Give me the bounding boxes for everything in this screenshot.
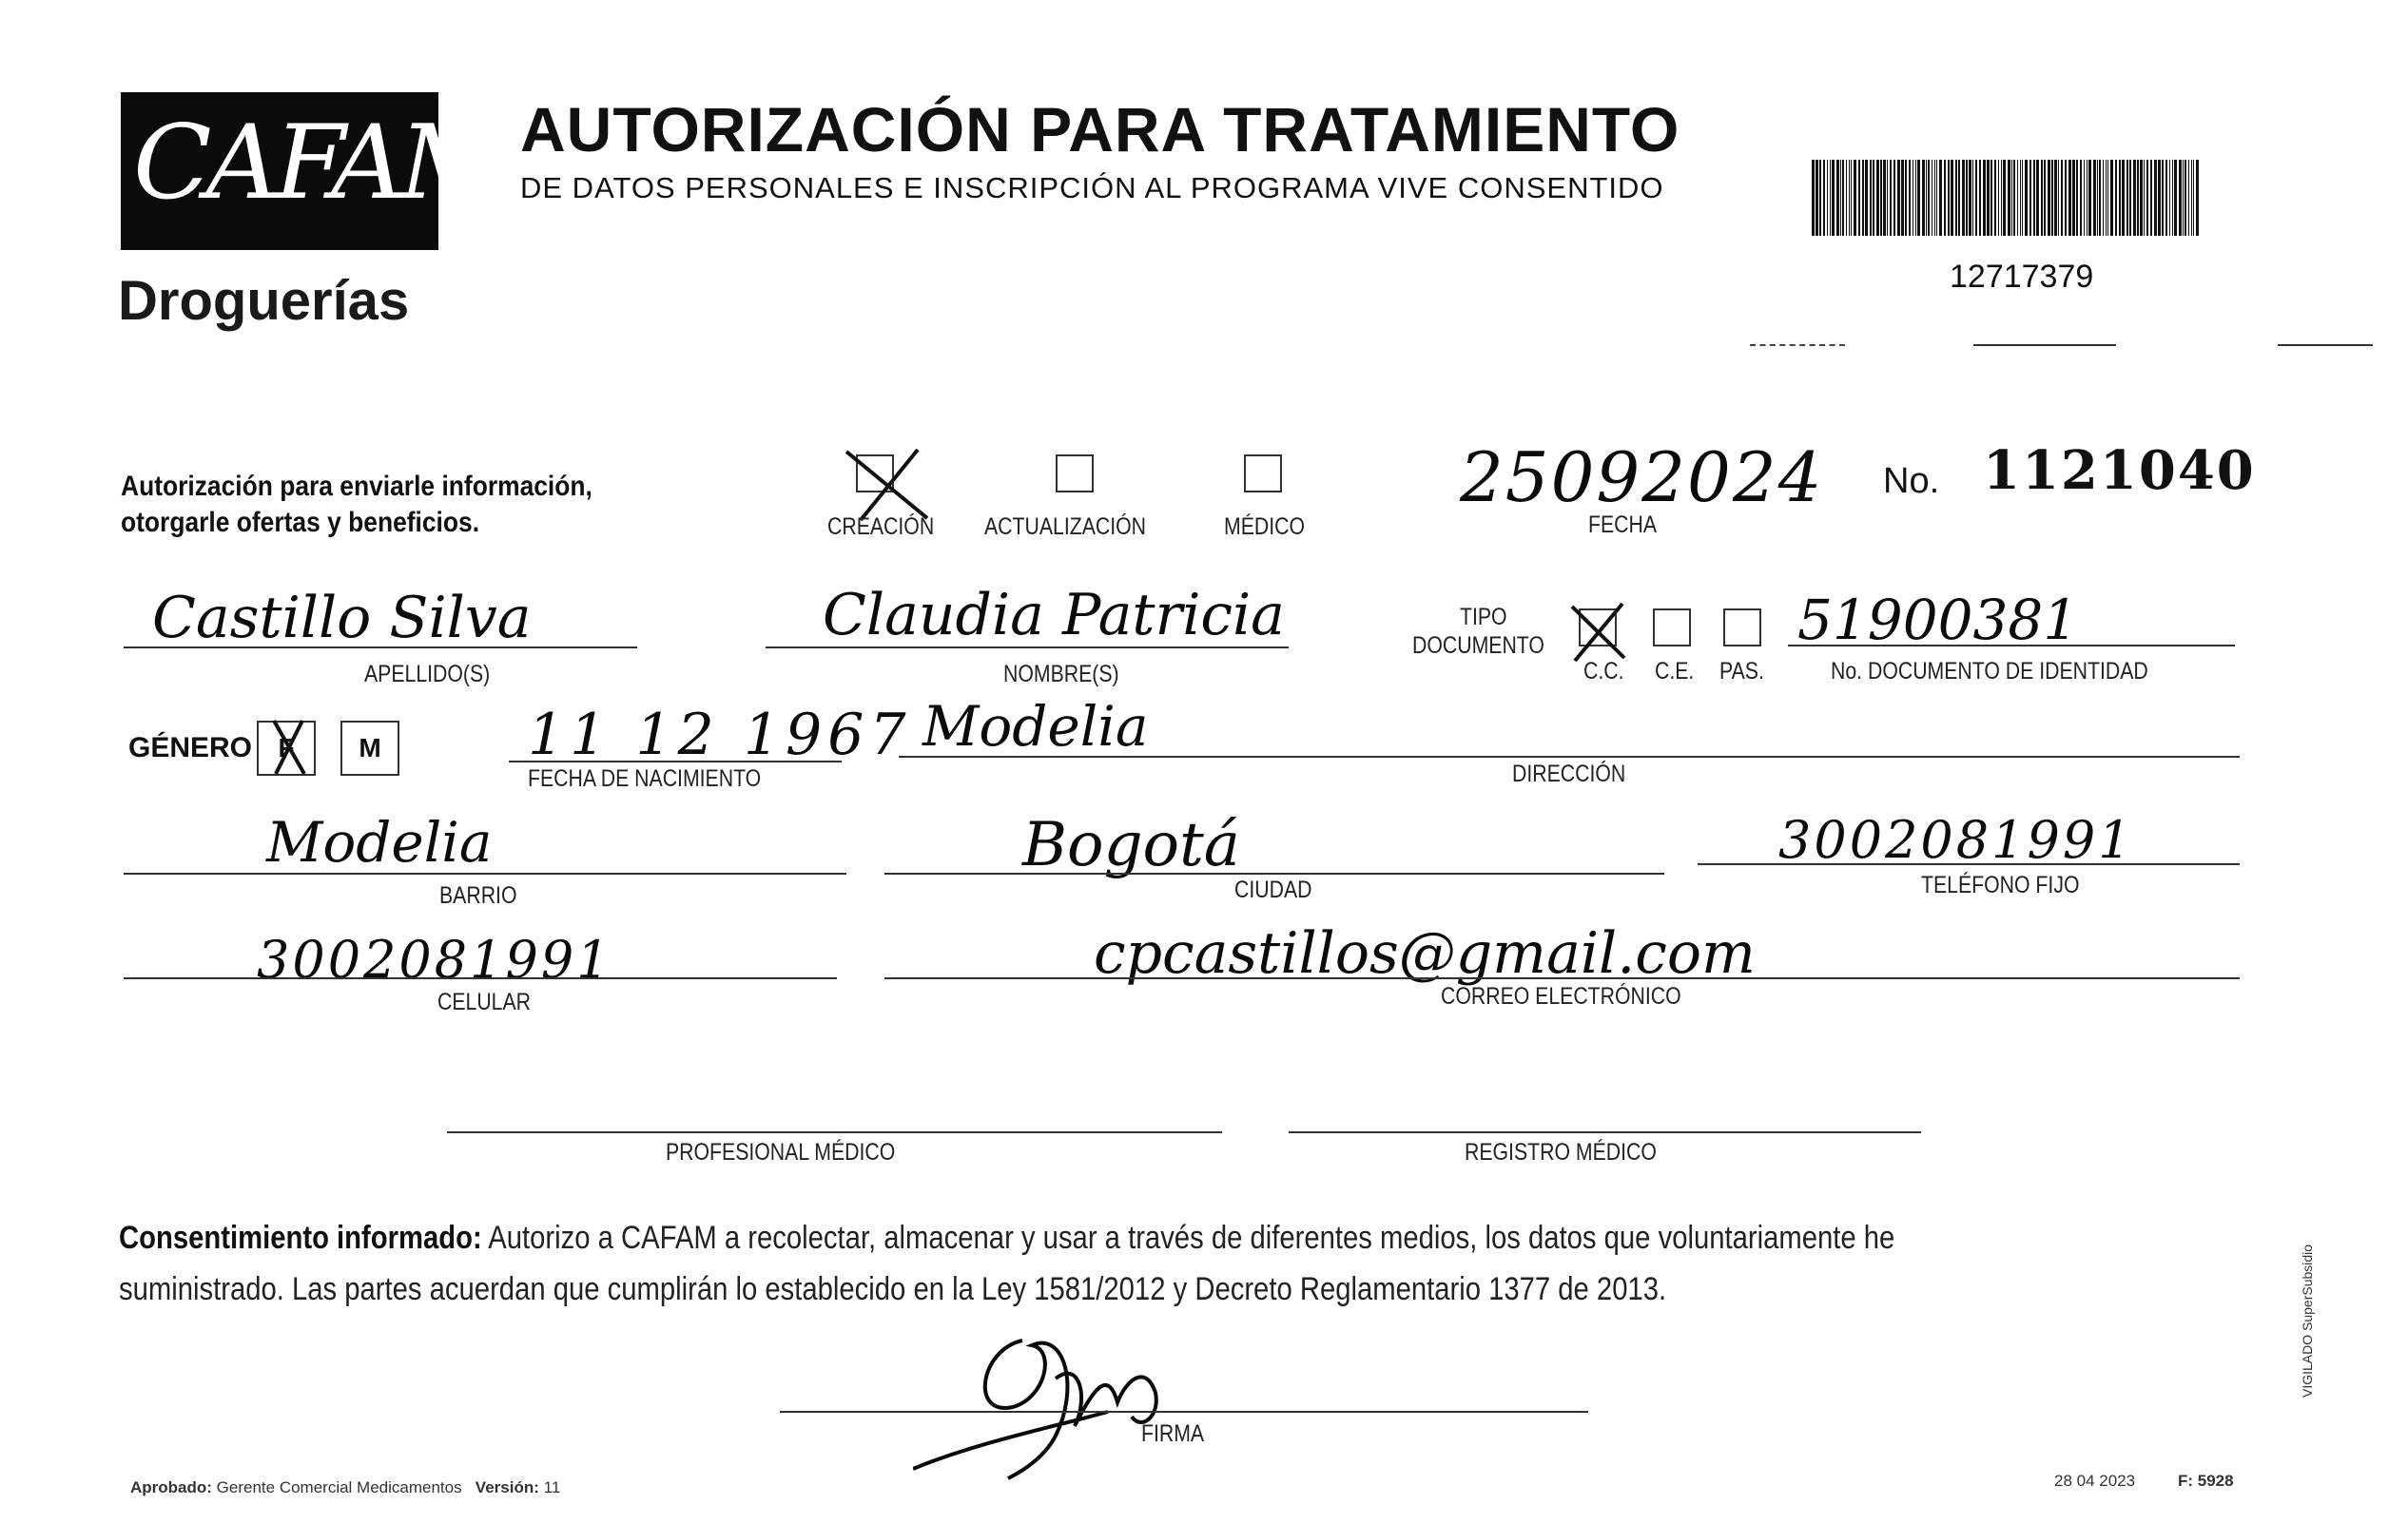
celular-value: 3002081991 [257, 930, 612, 990]
barcode-bar [1849, 160, 1850, 236]
fecha-label: FECHA [1588, 511, 1658, 538]
barcode-bar [2158, 160, 2161, 236]
barcode-bar [1842, 160, 1844, 236]
barcode-bar [1887, 160, 1888, 236]
brand-subtitle: Droguerías [118, 270, 410, 332]
signature-image [913, 1312, 1236, 1483]
logo-text: CAFAM [133, 104, 499, 222]
barcode-bar [2008, 160, 2010, 236]
pas-label: PAS. [1719, 658, 1764, 685]
serial-number: 1121040 [1983, 439, 2256, 502]
barcode-bar [2025, 160, 2028, 236]
barcode-bar [1955, 160, 1957, 236]
barcode-bar [2162, 160, 2164, 236]
barcode-bar [2080, 160, 2082, 236]
barcode-number: 12717379 [1950, 259, 2094, 295]
barcode-bar [1948, 160, 1950, 236]
barcode-bar [2119, 160, 2121, 236]
direccion-label: DIRECCIÓN [1512, 761, 1626, 787]
serial-label: No. [1883, 461, 1940, 501]
barcode-bar [1922, 160, 1925, 236]
barcode-bar [1994, 160, 1996, 236]
direccion-value: Modelia [922, 694, 1149, 759]
barcode-bar [1975, 160, 1977, 236]
celular-label: CELULAR [437, 989, 532, 1015]
barcode-bar [2107, 160, 2108, 236]
fecha-value: 25092024 [1460, 437, 1824, 517]
barcode-bar [1883, 160, 1886, 236]
barcode-bar [2013, 160, 2015, 236]
barcode-bar [2165, 160, 2167, 236]
barcode-bar [2036, 160, 2039, 236]
celular-line [124, 977, 837, 979]
barcode-bar [2129, 160, 2131, 236]
medico-checkbox[interactable] [1244, 454, 1282, 492]
apellidos-value: Castillo Silva [152, 585, 532, 651]
barcode-icon [1812, 160, 2202, 236]
supersubsidio-side-text: VIGILADO SuperSubsidio [2300, 1244, 2315, 1398]
intro-line1: Autorización para enviarle información, [121, 471, 592, 502]
registro-line [1289, 1131, 1921, 1133]
nacimiento-label: FECHA DE NACIMIENTO [528, 765, 762, 792]
barcode-bar [2185, 160, 2186, 236]
barcode-bar [1854, 160, 1856, 236]
barcode-bar [2144, 160, 2145, 236]
ciudad-line [884, 873, 1664, 875]
telefono-value: 3002081991 [1778, 810, 2134, 870]
barcode-bar [1969, 160, 1971, 236]
apellidos-line [124, 646, 637, 648]
nombres-line [766, 646, 1289, 648]
ce-checkbox[interactable] [1653, 608, 1691, 646]
consent-text [119, 1212, 1968, 1315]
barcode-bar [2029, 160, 2031, 236]
barcode-bar [1909, 160, 1911, 236]
correo-line [884, 977, 2240, 979]
barcode-bar [2179, 160, 2182, 236]
footer-form-code: F: 5928 [2178, 1472, 2234, 1490]
header-rule [1973, 344, 2116, 346]
header-rule [1750, 344, 1845, 346]
barcode-bar [2011, 160, 2012, 236]
intro-line2: otorgarle ofertas y beneficios. [121, 507, 480, 538]
barcode-bar [2054, 160, 2057, 236]
barcode-bar [2061, 160, 2063, 236]
barcode-bar [1823, 160, 1825, 236]
barcode-bar [2137, 160, 2139, 236]
barcode-bar [1944, 160, 1946, 236]
firma-label: FIRMA [1141, 1420, 1205, 1447]
barcode-bar [2058, 160, 2059, 236]
barcode-bar [1819, 160, 1821, 236]
apellidos-label: APELLIDO(S) [364, 661, 491, 687]
telefono-line [1698, 863, 2240, 865]
nacimiento-line [509, 761, 842, 762]
barcode-bar [1812, 160, 1815, 236]
barcode-bar [1987, 160, 1990, 236]
registro-label: REGISTRO MÉDICO [1465, 1139, 1657, 1166]
barcode-bar [2115, 160, 2117, 236]
barcode-bar [2169, 160, 2170, 236]
cc-label: C.C. [1583, 658, 1624, 685]
profesional-line [447, 1131, 1222, 1133]
genero-m-checkbox[interactable] [340, 721, 399, 776]
barcode-bar [1934, 160, 1935, 236]
barcode-bar [1966, 160, 1968, 236]
barcode-bar [2154, 160, 2157, 236]
actualizacion-checkbox[interactable] [1056, 454, 1094, 492]
barcode-bar [2172, 160, 2173, 236]
barcode-bar [1962, 160, 1965, 236]
barcode-bar [2122, 160, 2125, 236]
version-label: Versión: [475, 1478, 539, 1496]
correo-value: cpcastillos@gmail.com [1094, 920, 1756, 987]
barcode-bar [2088, 160, 2091, 236]
ciudad-label: CIUDAD [1234, 877, 1312, 903]
version-value: 11 [543, 1478, 561, 1496]
barcode-bar [1928, 160, 1930, 236]
barcode-bar [1876, 160, 1879, 236]
aprobado-label: Aprobado: [130, 1478, 212, 1496]
barcode-bar [1951, 160, 1953, 236]
barcode-bar [1979, 160, 1981, 236]
form-subtitle: DE DATOS PERSONALES E INSCRIPCIÓN AL PROGRAMA VIVE CONSENTIDO [520, 171, 1664, 204]
creacion-label: CREACIÓN [827, 513, 935, 540]
barcode-bar [1905, 160, 1907, 236]
genero-f-check-mark-icon [264, 715, 312, 780]
ciudad-value: Bogotá [1022, 810, 1240, 880]
barcode-bar [1840, 160, 1841, 236]
barrio-line [124, 873, 846, 875]
barcode-bar [2093, 160, 2096, 236]
cc-check-mark-icon [1567, 599, 1634, 666]
barcode-bar [2003, 160, 2006, 236]
barcode-bar [1893, 160, 1895, 236]
barcode-bar [1915, 160, 1916, 236]
medico-label: MÉDICO [1224, 513, 1305, 540]
barcode-bar [2196, 160, 2199, 236]
genero-f-label: F [278, 733, 295, 762]
genero-label: GÉNERO [128, 732, 253, 763]
barcode-bar [2110, 160, 2113, 236]
aprobado-value: Gerente Comercial Medicamentos [216, 1478, 462, 1496]
barcode-bar [2068, 160, 2071, 236]
barcode-bar [2146, 160, 2148, 236]
barcode-bar [2048, 160, 2050, 236]
barcode-bar [2097, 160, 2098, 236]
direccion-line [899, 756, 2240, 758]
barcode-bar [1917, 160, 1920, 236]
barcode-bar [1926, 160, 1927, 236]
barcode-bar [2191, 160, 2192, 236]
nombres-value: Claudia Patricia [823, 582, 1285, 648]
profesional-label: PROFESIONAL MÉDICO [666, 1139, 896, 1166]
barcode-bar [1870, 160, 1872, 236]
consent-heading: Consentimiento informado: [119, 1220, 482, 1256]
barcode-bar [1827, 160, 1828, 236]
barcode-bar [2044, 160, 2046, 236]
barcode-bar [2150, 160, 2152, 236]
barcode-bar [2072, 160, 2075, 236]
barcode-bar [2106, 160, 2107, 236]
barcode-bar [1846, 160, 1847, 236]
genero-m-label: M [359, 733, 381, 762]
barcode-bar [2103, 160, 2104, 236]
barcode-bar [1897, 160, 1900, 236]
tipo-doc-label2: DOCUMENTO [1412, 632, 1544, 659]
barcode-bar [1890, 160, 1892, 236]
barcode-bar [2022, 160, 2023, 236]
telefono-label: TELÉFONO FIJO [1921, 872, 2080, 898]
barcode-bar [2140, 160, 2143, 236]
barcode-bar [1858, 160, 1860, 236]
nacimiento-value: 11 12 1967 [528, 702, 912, 768]
barcode-bar [2065, 160, 2067, 236]
tipo-doc-label1: TIPO [1460, 604, 1507, 630]
barcode-bar [2087, 160, 2088, 236]
barcode-bar [1958, 160, 1960, 236]
barcode-bar [1862, 160, 1864, 236]
nombres-label: NOMBRE(S) [1003, 661, 1119, 687]
form-title: AUTORIZACIÓN PARA TRATAMIENTO [520, 94, 1680, 164]
barcode-bar [1998, 160, 1999, 236]
barcode-bar [2051, 160, 2053, 236]
barcode-bar [2193, 160, 2194, 236]
barcode-bar [2133, 160, 2136, 236]
barcode-bar [1880, 160, 1882, 236]
barcode-bar [2126, 160, 2128, 236]
barrio-label: BARRIO [439, 882, 517, 909]
footer-date: 28 04 2023 [2054, 1472, 2136, 1490]
num-doc-label: No. DOCUMENTO DE IDENTIDAD [1831, 658, 2148, 685]
actualizacion-label: ACTUALIZACIÓN [984, 513, 1147, 540]
barcode-bar [2041, 160, 2043, 236]
barcode-bar [2174, 160, 2177, 236]
barrio-value: Modelia [266, 810, 493, 875]
barcode-bar [1873, 160, 1874, 236]
barcode-bar [2084, 160, 2085, 236]
num-doc-value: 51900381 [1797, 588, 2079, 652]
barcode-bar [2001, 160, 2002, 236]
num-doc-line [1788, 645, 2235, 646]
barcode-bar [2076, 160, 2078, 236]
barcode-bar [2099, 160, 2101, 236]
barcode-bar [1836, 160, 1839, 236]
pas-checkbox[interactable] [1723, 608, 1761, 646]
correo-label: CORREO ELECTRÓNICO [1441, 983, 1681, 1010]
firma-line [780, 1411, 1588, 1413]
barcode-bar [1816, 160, 1818, 236]
barcode-bar [1830, 160, 1831, 236]
barcode-bar [1990, 160, 1992, 236]
footer-approved [130, 1478, 560, 1497]
barcode-bar [1939, 160, 1942, 236]
barcode-bar [1983, 160, 1986, 236]
barcode-bar [2033, 160, 2035, 236]
ce-label: C.E. [1655, 658, 1695, 685]
intro-text [121, 469, 592, 541]
barcode-bar [1851, 160, 1852, 236]
barcode-bar [1832, 160, 1835, 236]
barcode-bar [1936, 160, 1937, 236]
barcode-bar [1865, 160, 1868, 236]
barcode-bar [1901, 160, 1904, 236]
header-rule [2278, 344, 2373, 346]
barcode-bar [2183, 160, 2184, 236]
barcode-bar [2188, 160, 2189, 236]
barcode-bar [2020, 160, 2021, 236]
barcode-bar [2017, 160, 2018, 236]
consent-body: Autorizo a CAFAM a recolectar, almacenar y usar a través de diferentes medios, los datos que voluntariamente he suministrado. Las partes acuerdan que cumplirán lo establecido en la Ley 1581/2012 y Decreto Reglamentario 1377 de 2013. [119, 1220, 1895, 1307]
barcode-bar [1972, 160, 1973, 236]
